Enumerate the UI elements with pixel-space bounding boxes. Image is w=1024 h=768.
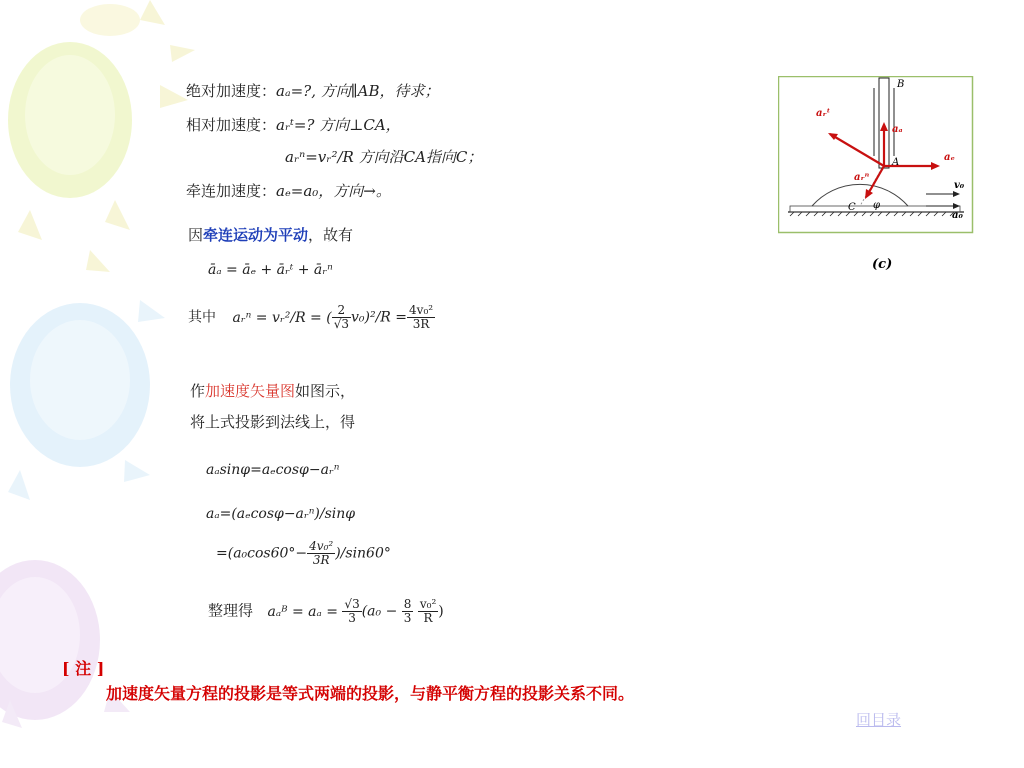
label-aa: aₐ <box>892 124 903 135</box>
eq3-a: =(a₀cos60°− <box>216 545 308 562</box>
label-ar-tau: aᵣᵗ <box>816 108 831 119</box>
frac-den: 3 <box>403 611 412 626</box>
frac-den: √3 <box>333 317 349 332</box>
frac-den: 3R <box>312 553 330 568</box>
note-tag: [ 注 ] <box>62 659 105 678</box>
label-phi: φ <box>873 200 881 211</box>
frac-num: 8 <box>403 597 412 611</box>
translation-highlight: 牵连运动为平动 <box>203 226 309 244</box>
mechanism-figure <box>778 76 974 234</box>
fraction-v0sq-over-R <box>418 598 438 625</box>
project-line <box>190 411 355 432</box>
equation-2 <box>206 506 355 522</box>
absolute-acceleration-line <box>186 80 440 101</box>
fraction-2-over-root3 <box>332 304 351 331</box>
eq3-b: )/sin60° <box>335 545 391 562</box>
abs-label: 绝对加速度： <box>186 82 277 100</box>
final-b: (a₀ − <box>361 603 398 620</box>
fraction-8-over-3 <box>402 598 414 625</box>
where-label: 其中 <box>188 309 216 326</box>
note-text: 加速度矢量方程的投影是等式两端的投影，与静平衡方程的投影关系不同。 <box>106 684 635 703</box>
eq2-text: aₐ=(aₑcosφ−aᵣⁿ)/sinφ <box>206 506 356 522</box>
fraction-root3-over-3 <box>342 598 361 625</box>
rel-label: 相对加速度： <box>186 116 277 134</box>
tow-expr: aₑ=a₀，方向→。 <box>276 182 391 200</box>
frac-num: 2 <box>332 304 351 318</box>
equation-1 <box>206 462 339 478</box>
label-a0: a₀ <box>952 210 963 221</box>
final-result-line <box>208 598 444 625</box>
frac-num: √3 <box>344 597 360 611</box>
label-v0: v₀ <box>954 180 965 191</box>
label-ae: aₑ <box>944 152 955 163</box>
frac-den: 3 <box>348 611 356 626</box>
towing-acceleration-line <box>186 180 391 201</box>
fraction-4v0sq-over-3R <box>407 304 435 331</box>
vector-equation <box>208 262 333 278</box>
draw-post: 如图示， <box>295 382 356 400</box>
draw-line <box>190 380 355 401</box>
back-to-contents-link[interactable]: 回目录 <box>856 711 902 729</box>
tow-label: 牵连加速度： <box>186 182 277 200</box>
label-arn: aᵣⁿ <box>854 172 870 183</box>
figure-caption: (c) <box>872 257 893 272</box>
frac-num: v₀² <box>419 597 437 611</box>
vector-equation-text: āₐ = āₑ + āᵣᵗ + āᵣⁿ <box>208 262 333 278</box>
label-C: C <box>848 202 856 213</box>
relative-normal-line <box>285 146 482 167</box>
draw-pre: 作 <box>190 382 206 400</box>
because-line <box>188 224 353 245</box>
fraction-4v0sq-over-3R <box>307 540 335 567</box>
label-A: A <box>892 157 900 168</box>
vector-diagram-highlight: 加速度矢量图 <box>205 382 296 400</box>
frac-num: 4v₀² <box>409 303 434 317</box>
label-B: B <box>897 79 905 90</box>
final-c: ) <box>438 603 444 620</box>
frac-num: 4v₀² <box>309 539 334 553</box>
final-a: aₐᴮ = aₐ = <box>267 603 338 620</box>
rel-expr-normal: aᵣⁿ=vᵣ²/R 方向沿CA指向C； <box>285 148 483 166</box>
where-line <box>188 304 435 331</box>
frac-den: 3R <box>412 317 430 332</box>
final-label: 整理得 <box>208 601 254 620</box>
rel-expr-tangential: aᵣᵗ=? 方向⊥CA， <box>276 116 401 134</box>
frac-den: R <box>423 611 433 626</box>
where-expr-a: aᵣⁿ = vᵣ²/R = ( <box>232 309 332 326</box>
because-pre: 因 <box>188 226 204 244</box>
abs-expr: aₐ=?, 方向∥AB，待求； <box>276 82 440 100</box>
relative-acceleration-line <box>186 114 401 135</box>
because-post: ，故有 <box>308 226 354 244</box>
equation-3 <box>216 540 391 567</box>
eq1-text: aₐsinφ=aₑcosφ−aᵣⁿ <box>206 462 340 478</box>
project-text: 将上式投影到法线上，得 <box>190 413 356 431</box>
where-expr-b: v₀)²/R = <box>350 309 408 326</box>
